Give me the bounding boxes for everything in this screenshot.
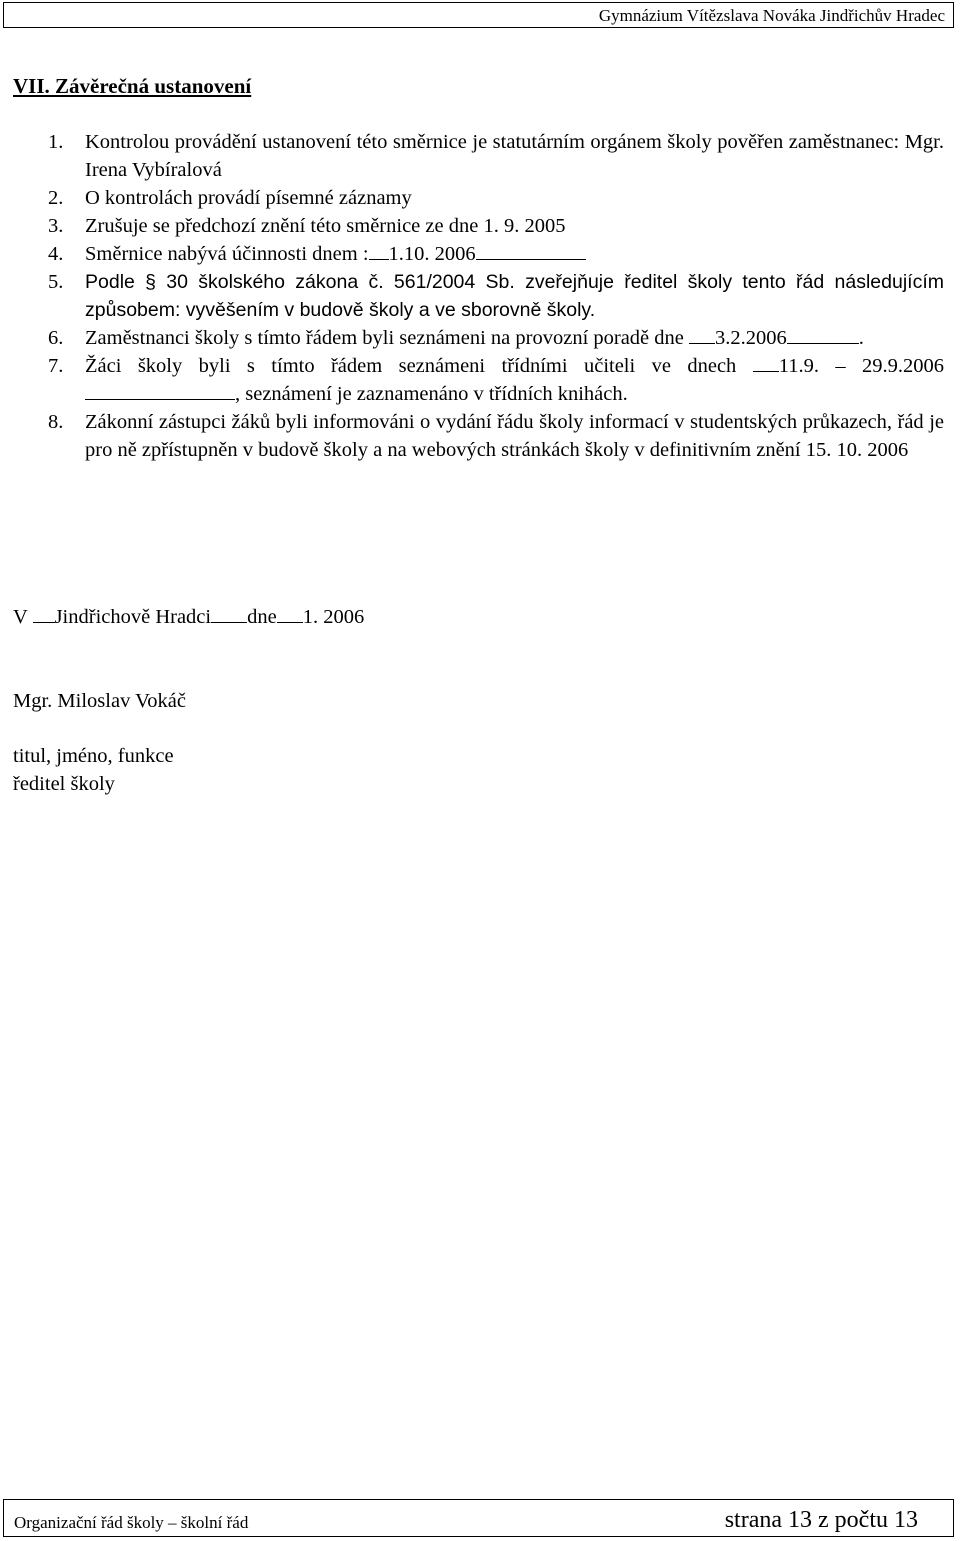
list-item (48, 184, 944, 212)
item-text: Směrnice nabývá účinnosti dnem : (85, 243, 369, 265)
blank-line (211, 603, 247, 623)
list-item (48, 212, 944, 240)
item-number: 6. (48, 327, 64, 349)
blank-line (277, 603, 303, 623)
blank-line (85, 380, 235, 400)
date-value: 1. 2006 (302, 606, 365, 628)
item-number: 4. (48, 243, 64, 265)
list-item (48, 324, 944, 352)
signatory-role: ředitel školy (13, 773, 115, 795)
item-number: 1. (48, 131, 64, 153)
item-text: O kontrolách provádí písemné záznamy (85, 187, 412, 209)
footer-page-number: strana 13 z počtu 13 (724, 1507, 918, 1533)
item-number: 3. (48, 215, 64, 237)
section-title: VII. Závěrečná ustanovení (13, 74, 252, 98)
blank-line (689, 324, 715, 344)
item-number: 7. (48, 355, 64, 377)
list-item (48, 408, 944, 464)
date-prefix: dne (247, 606, 277, 628)
item-value: 3.2.2006 (715, 327, 787, 349)
item-text-end: , seznámení je zaznamenáno v třídních knihách. (235, 383, 628, 405)
item-text: Žáci školy byli s tímto řádem seznámeni třídními učiteli ve dnech (85, 355, 737, 377)
item-value: 1.10. 2006 (388, 243, 476, 265)
list-item (48, 352, 944, 408)
item-text: Zákonní zástupci žáků byli informováni o vydání řádu školy informací v studentských průkazech, řád je pro ně zpřístupněn v budově školy a na webových stránkách školy v definitivním znění 15. 10. 2006 (85, 411, 944, 461)
page-footer (3, 1499, 954, 1537)
provisions-list (48, 128, 944, 464)
item-text-end: . (858, 327, 864, 349)
blank-line (753, 352, 779, 372)
footer-document-name: Organizační řád školy – školní řád (14, 1513, 249, 1532)
page-header (3, 2, 954, 28)
item-number: 5. (48, 271, 64, 293)
item-text: Podle § 30 školského zákona č. 561/2004 Sb. zveřejňuje ředitel školy tento řád následujícím způsobem: vyvěšením v budově školy a ve sborovně školy. (85, 271, 944, 321)
blank-line (369, 240, 389, 260)
item-value: 11.9. – 29.9.2006 (778, 355, 944, 377)
item-text: Kontrolou provádění ustanovení této směrnice je statutárním orgánem školy pověřen zaměstnanec: Mgr. Irena Vybíralová (85, 131, 944, 181)
blank-line (476, 240, 586, 260)
header-school-name: Gymnázium Vítězslava Nováka Jindřichův Hradec (598, 6, 945, 25)
signatory-role-label: titul, jméno, funkce (13, 745, 174, 767)
item-number: 2. (48, 187, 64, 209)
list-item (48, 268, 944, 324)
list-item (48, 128, 944, 184)
item-text: Zrušuje se předchozí znění této směrnice ze dne 1. 9. 2005 (85, 215, 566, 237)
signatory-name: Mgr. Miloslav Vokáč (13, 690, 186, 712)
blank-line (787, 324, 859, 344)
place-prefix: V (13, 606, 28, 628)
blank-line (33, 603, 55, 623)
item-number: 8. (48, 411, 64, 433)
place-date-line (13, 603, 364, 630)
list-item (48, 240, 944, 268)
item-text: Zaměstnanci školy s tímto řádem byli seznámeni na provozní poradě dne (85, 327, 684, 349)
place-value: Jindřichově Hradci (54, 606, 212, 628)
